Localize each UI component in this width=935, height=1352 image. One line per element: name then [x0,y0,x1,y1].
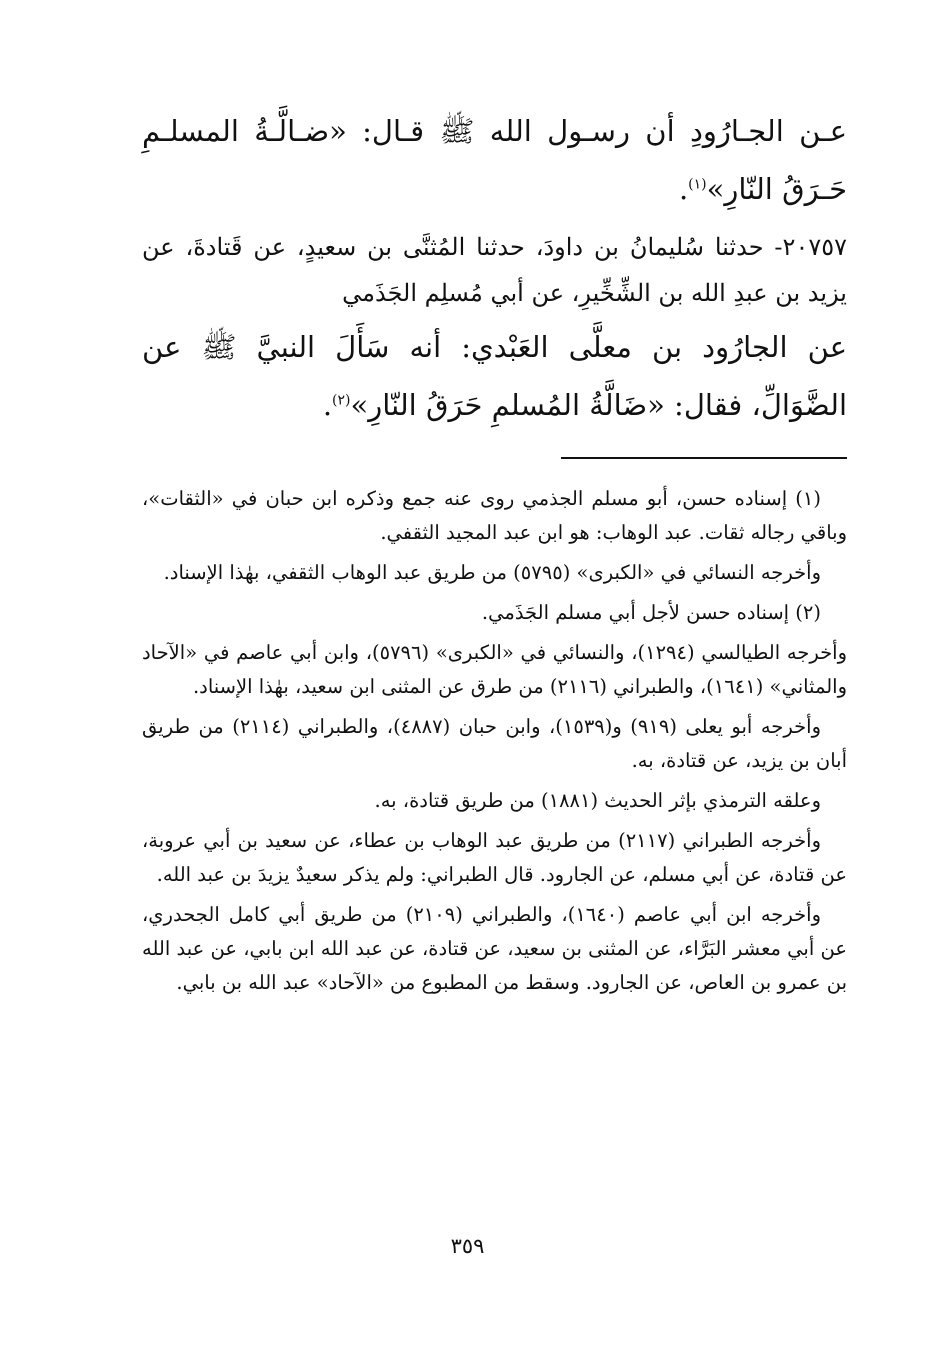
footnote-paragraph: وأخرجه النسائي في «الكبرى» (٥٧٩٥) من طريق عبد الوهاب الثقفي، بهٰذا الإسناد. [163,561,821,584]
footnote-ref-1: (١) [688,176,707,193]
hadith-text: عـن الجـارُودِ أن رسـول الله ﷺ قـال: «ضـالَّـةُ المسلـمِ حَـرَقُ النّارِ» [142,114,847,206]
footnote-paragraph: وأخرجه ابن أبي عاصم (١٦٤٠)، والطبراني (٢١٠٩) من طريق أبي كامل الجحدري، عن أبي معشر البَرَّاء، عن المثنى بن سعيد، عن قتادة، عن عبد الله ابن بابي، عن عبد الله بن عمرو بن العاص، عن الجارود. وسقط من المطبوع من «الآحاد» عبد الله بن بابي. [142,903,847,994]
hadith-matn [142,318,847,434]
page-number: ٣٥٩ [450,1234,485,1258]
footnote-paragraph: وأخرجه الطبراني (٢١١٧) من طريق عبد الوهاب بن عطاء، عن سعيد بن أبي عروبة، عن قتادة، عن أبي مسلم، عن الجارود. قال الطبراني: ولم يذكر سعيدٌ يزيدَ بن عبد الله. [142,829,847,886]
hadith-text-continuation [142,102,847,218]
footnote-paragraph: (١) إسناده حسن، أبو مسلم الجذمي روى عنه جمع وذكره ابن حبان في «الثقات»، وباقي رجاله ثقات. عبد الوهاب: هو ابن عبد المجيد الثقفي. [142,487,847,544]
footnote-ref-2: (٢) [332,392,351,409]
sentence-end: . [322,388,333,422]
footnote-paragraph: (٢) إسناده حسن لأجل أبي مسلم الجَذَمي. [481,601,821,624]
footnote-paragraph: وأخرجه الطيالسي (١٢٩٤)، والنسائي في «الكبرى» (٥٧٩٦)، وابن أبي عاصم في «الآحاد والمثاني» (١٦٤١)، والطبراني (٢١١٦) من طرق عن المثنى ابن سعيد، بهٰذا الإسناد. [142,641,848,698]
sentence-end: . [678,172,689,206]
footnotes [142,482,847,1006]
footnote-paragraph: وعلقه الترمذي بإثر الحديث (١٨٨١) من طريق قتادة، به. [374,789,821,812]
footnote-divider [561,457,847,459]
hadith-text: عن الجارُود بن معلَّى العَبْدي: أنه سَأَلَ النبيَّ ﷺ عن الضَّوَالِّ، فقال: «ضَالَّةُ المُسلمِ حَرَقُ النّارِ» [142,330,847,422]
hadith-chain: ٢٠٧٥٧- حدثنا سُليمانُ بن داودَ، حدثنا المُثنَّى بن سعيدٍ، عن قَتادةَ، عن يزيد بن عبدِ الله بن الشِّخِّيرِ، عن أبي مُسلِم الجَذَمي [142,233,847,307]
footnote-paragraph: وأخرجه أبو يعلى (٩١٩) و(١٥٣٩)، وابن حبان (٤٨٨٧)، والطبراني (٢١١٤) من طريق أبان بن يزيد، عن قتادة، به. [142,715,847,772]
